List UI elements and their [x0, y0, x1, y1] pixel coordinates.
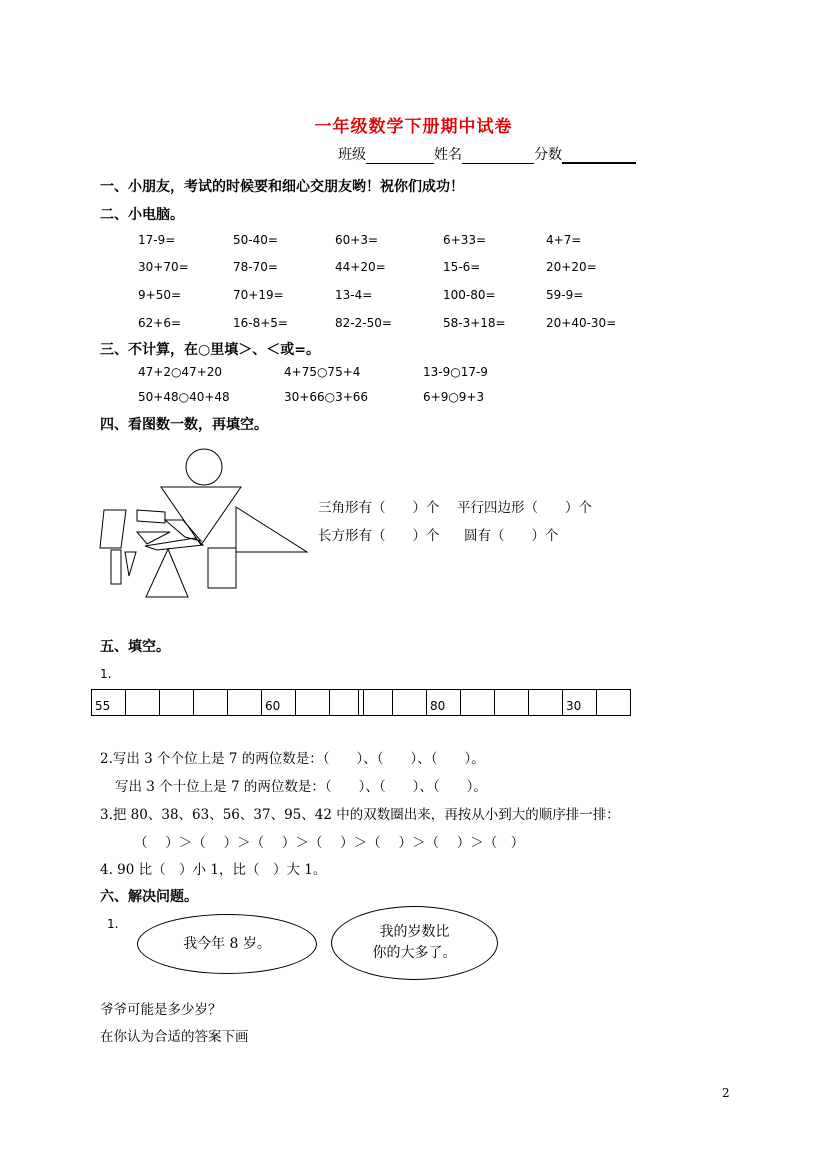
sequence-cell: 55: [91, 689, 126, 716]
sequence-cell[interactable]: [295, 689, 330, 716]
question-2b: 写出 3 个十位上是 7 的两位数是：（ ）、（ ）、（ ）。: [115, 779, 487, 795]
rectangle-shape: [208, 548, 236, 588]
question-2a: 2.写出 3 个个位上是 7 的两位数是：（ ）、（ ）、（ ）。: [100, 751, 485, 767]
triangle-count-question: 三角形有（ ）个: [318, 500, 440, 516]
score-field[interactable]: [562, 148, 636, 164]
calc-expression: 58-3+18=: [443, 316, 506, 330]
name-field[interactable]: [462, 149, 534, 164]
calc-expression: 78-70=: [233, 260, 278, 274]
speech-bubble-grandpa-line-2: 你的大多了。: [372, 945, 457, 961]
sequence-cell: 80: [426, 689, 461, 716]
circle-shape: [186, 449, 222, 485]
calc-expression: 44+20=: [335, 260, 386, 274]
page-title: 一年级数学下册期中试卷: [314, 117, 513, 137]
compare-expression: 47+2○47+20: [138, 365, 223, 379]
sequence-cell[interactable]: [392, 689, 427, 716]
ordering-answer-line: （ ）＞（ ）＞（ ）＞（ ）＞（ ）＞（ ）＞（ ）: [134, 835, 525, 851]
calc-expression: 20+40-30=: [546, 316, 617, 330]
triangle-shape: [146, 549, 188, 597]
sequence-cell[interactable]: [125, 689, 160, 716]
number-sequence-grid-2: [358, 689, 631, 716]
sequence-cell[interactable]: [227, 689, 262, 716]
calc-expression: 82-2-50=: [335, 316, 392, 330]
section-5-heading: 五、填空。: [100, 639, 170, 655]
parallelogram-shape: [100, 510, 126, 548]
class-field[interactable]: [366, 149, 434, 164]
compare-expression: 4+75○75+4: [284, 365, 361, 379]
sequence-cell[interactable]: [193, 689, 228, 716]
calc-expression: 20+20=: [546, 260, 597, 274]
class-label: 班级: [338, 147, 366, 163]
calc-expression: 9+50=: [138, 288, 182, 302]
name-label: 姓名: [434, 147, 462, 163]
question-3: 3.把 80、38、63、56、37、95、42 中的双数圈出来，再按从小到大的顺序排一排：: [100, 807, 620, 823]
thin-rectangle-shape: [111, 550, 121, 584]
calc-expression: 30+70=: [138, 260, 189, 274]
calc-expression: 17-9=: [138, 233, 176, 247]
sequence-cell[interactable]: [460, 689, 495, 716]
section-4-heading: 四、看图数一数，再填空。: [100, 417, 268, 433]
calc-expression: 13-4=: [335, 288, 373, 302]
calc-expression: 62+6=: [138, 316, 182, 330]
small-triangle-shape: [125, 552, 136, 576]
calc-expression: 70+19=: [233, 288, 284, 302]
rectangle-count-question: 长方形有（ ）个: [318, 528, 440, 544]
page-number: 2: [722, 1086, 730, 1100]
calc-expression: 100-80=: [443, 288, 496, 302]
speech-bubble-child-text: 我今年 8 岁。: [183, 935, 271, 952]
sequence-cell: 60: [261, 689, 296, 716]
large-triangle-shape: [161, 487, 241, 545]
sequence-cell[interactable]: [358, 689, 393, 716]
sequence-cell[interactable]: [528, 689, 563, 716]
question-number: 1.: [100, 667, 112, 681]
sequence-cell: 30: [562, 689, 597, 716]
calc-expression: 59-9=: [546, 288, 584, 302]
section-3-heading: 三、不计算，在○里填＞、＜或=。: [100, 342, 320, 358]
parallelogram-count-question: 平行四边形（ ）个: [457, 500, 592, 516]
calc-expression: 15-6=: [443, 260, 481, 274]
speech-bubble-grandpa-line-1: 我的岁数比: [379, 924, 450, 940]
student-info-line: [338, 144, 636, 164]
score-label: 分数: [534, 147, 562, 163]
problem-instruction: 在你认为合适的答案下画: [100, 1029, 249, 1045]
circle-count-question: 圆有（ ）个: [464, 528, 559, 544]
speech-bubble-grandpa: [331, 906, 498, 980]
sequence-cell[interactable]: [494, 689, 529, 716]
problem-question: 爷爷可能是多少岁？: [100, 1002, 222, 1018]
calc-expression: 4+7=: [546, 233, 582, 247]
small-triangle-shape: [137, 532, 170, 544]
compare-expression: 13-9○17-9: [423, 365, 488, 379]
section-1-heading: 一、小朋友，考试的时候要和细心交朋友哟！祝你们成功！: [100, 179, 464, 195]
sequence-cell[interactable]: [159, 689, 194, 716]
calc-expression: 6+33=: [443, 233, 487, 247]
question-number: 1.: [107, 917, 119, 931]
section-6-heading: 六、解决问题。: [100, 889, 198, 905]
compare-expression: 30+66○3+66: [284, 390, 369, 404]
calc-expression: 50-40=: [233, 233, 278, 247]
calc-expression: 16-8+5=: [233, 316, 288, 330]
shapes-figure: [95, 445, 315, 605]
compare-expression: 50+48○40+48: [138, 390, 230, 404]
right-triangle-shape: [236, 507, 307, 552]
thin-quad-shape: [137, 510, 165, 523]
question-4: 4. 90 比（ ）小 1，比（ ）大 1。: [100, 862, 327, 878]
compare-expression: 6+9○9+3: [423, 390, 485, 404]
section-2-heading: 二、小电脑。: [100, 207, 184, 223]
sequence-cell[interactable]: [596, 689, 631, 716]
speech-bubble-child: [137, 914, 317, 974]
number-sequence-grid-1: [91, 689, 364, 716]
calc-expression: 60+3=: [335, 233, 379, 247]
